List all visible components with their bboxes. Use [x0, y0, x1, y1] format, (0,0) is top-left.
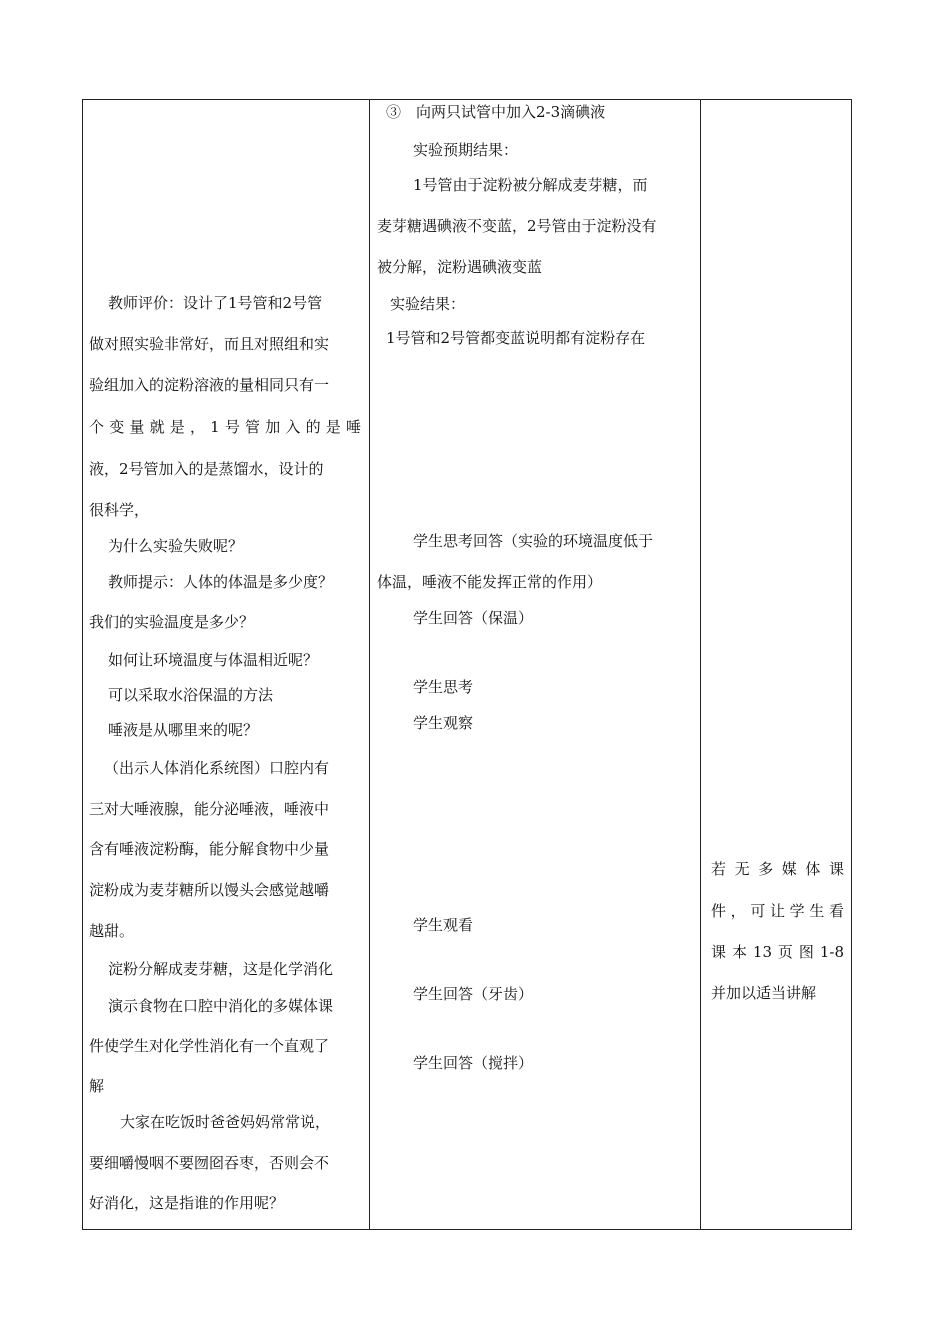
- col2-line: 被分解，淀粉遇碘液变蓝: [377, 258, 543, 276]
- col2-line: ③ 向两只试管中加入2-3滴碘液: [386, 103, 606, 121]
- col3-line: 课本13页图1-8: [711, 943, 844, 961]
- col2-line: 学生回答（搅拌）: [413, 1054, 534, 1072]
- col1-line: 教师评价：设计了1号管和2号管: [108, 294, 323, 312]
- col1-line: 为什么实验失败呢？: [108, 537, 244, 555]
- col1-line: 越甜。: [89, 922, 135, 940]
- col1-line: 教师提示：人体的体温是多少度？: [108, 573, 334, 591]
- col2-line: 学生回答（牙齿）: [413, 985, 534, 1003]
- col2-line: 实验结果：: [390, 295, 466, 313]
- col1-line: 好消化，这是指谁的作用呢？: [89, 1194, 285, 1212]
- col3-line: 件，可让学生看: [711, 902, 844, 920]
- col1-line: 做对照实验非常好，而且对照组和实: [89, 335, 330, 353]
- col3-line: 若无多媒体课: [711, 860, 844, 878]
- col1-line: 淀粉分解成麦芽糖，这是化学消化: [108, 960, 334, 978]
- col1-line: （出示人体消化系统图）口腔内有: [104, 759, 330, 777]
- col2-line: 1号管和2号管都变蓝说明都有淀粉存在: [386, 329, 646, 347]
- col2-line: 麦芽糖遇碘液不变蓝，2号管由于淀粉没有: [377, 217, 657, 235]
- col2-line: 学生回答（保温）: [413, 609, 534, 627]
- column-divider-1: [369, 99, 370, 1230]
- col2-line: 1号管由于淀粉被分解成麦芽糖，而: [413, 176, 648, 194]
- col1-line: 件使学生对化学性消化有一个直观了: [89, 1037, 330, 1055]
- col1-line: 要细嚼慢咽不要囫囵吞枣，否则会不: [89, 1154, 330, 1172]
- col1-line: 如何让环境温度与体温相近呢？: [108, 651, 319, 669]
- col1-line: 演示食物在口腔中消化的多媒体课: [108, 997, 334, 1015]
- col1-line: 大家在吃饭时爸爸妈妈常常说，: [120, 1113, 331, 1131]
- col3-line: 并加以适当讲解: [711, 984, 817, 1002]
- col2-line: 学生观看: [413, 916, 474, 934]
- col2-line: 体温，唾液不能发挥正常的作用）: [377, 573, 603, 591]
- column-divider-2: [700, 99, 701, 1230]
- col1-line: 个变量就是，1号管加入的是唾: [89, 418, 361, 436]
- col1-line: 液，2号管加入的是蒸馏水，设计的: [89, 460, 324, 478]
- col2-line: 学生思考回答（实验的环境温度低于: [413, 532, 654, 550]
- col2-line: 学生观察: [413, 714, 474, 732]
- col1-line: 三对大唾液腺，能分泌唾液，唾液中: [89, 800, 330, 818]
- col1-line: 含有唾液淀粉酶，能分解食物中少量: [89, 840, 330, 858]
- col2-line: 学生思考: [413, 678, 474, 696]
- col1-line: 淀粉成为麦芽糖所以馒头会感觉越嚼: [89, 881, 330, 899]
- col1-line: 很科学，: [89, 501, 150, 519]
- col2-line: 实验预期结果：: [413, 141, 519, 159]
- col1-line: 唾液是从哪里来的呢？: [108, 721, 259, 739]
- col1-line: 验组加入的淀粉溶液的量相同只有一: [89, 376, 330, 394]
- col1-line: 我们的实验温度是多少？: [89, 613, 255, 631]
- col1-line: 解: [89, 1077, 105, 1095]
- col1-line: 可以采取水浴保温的方法: [108, 686, 274, 704]
